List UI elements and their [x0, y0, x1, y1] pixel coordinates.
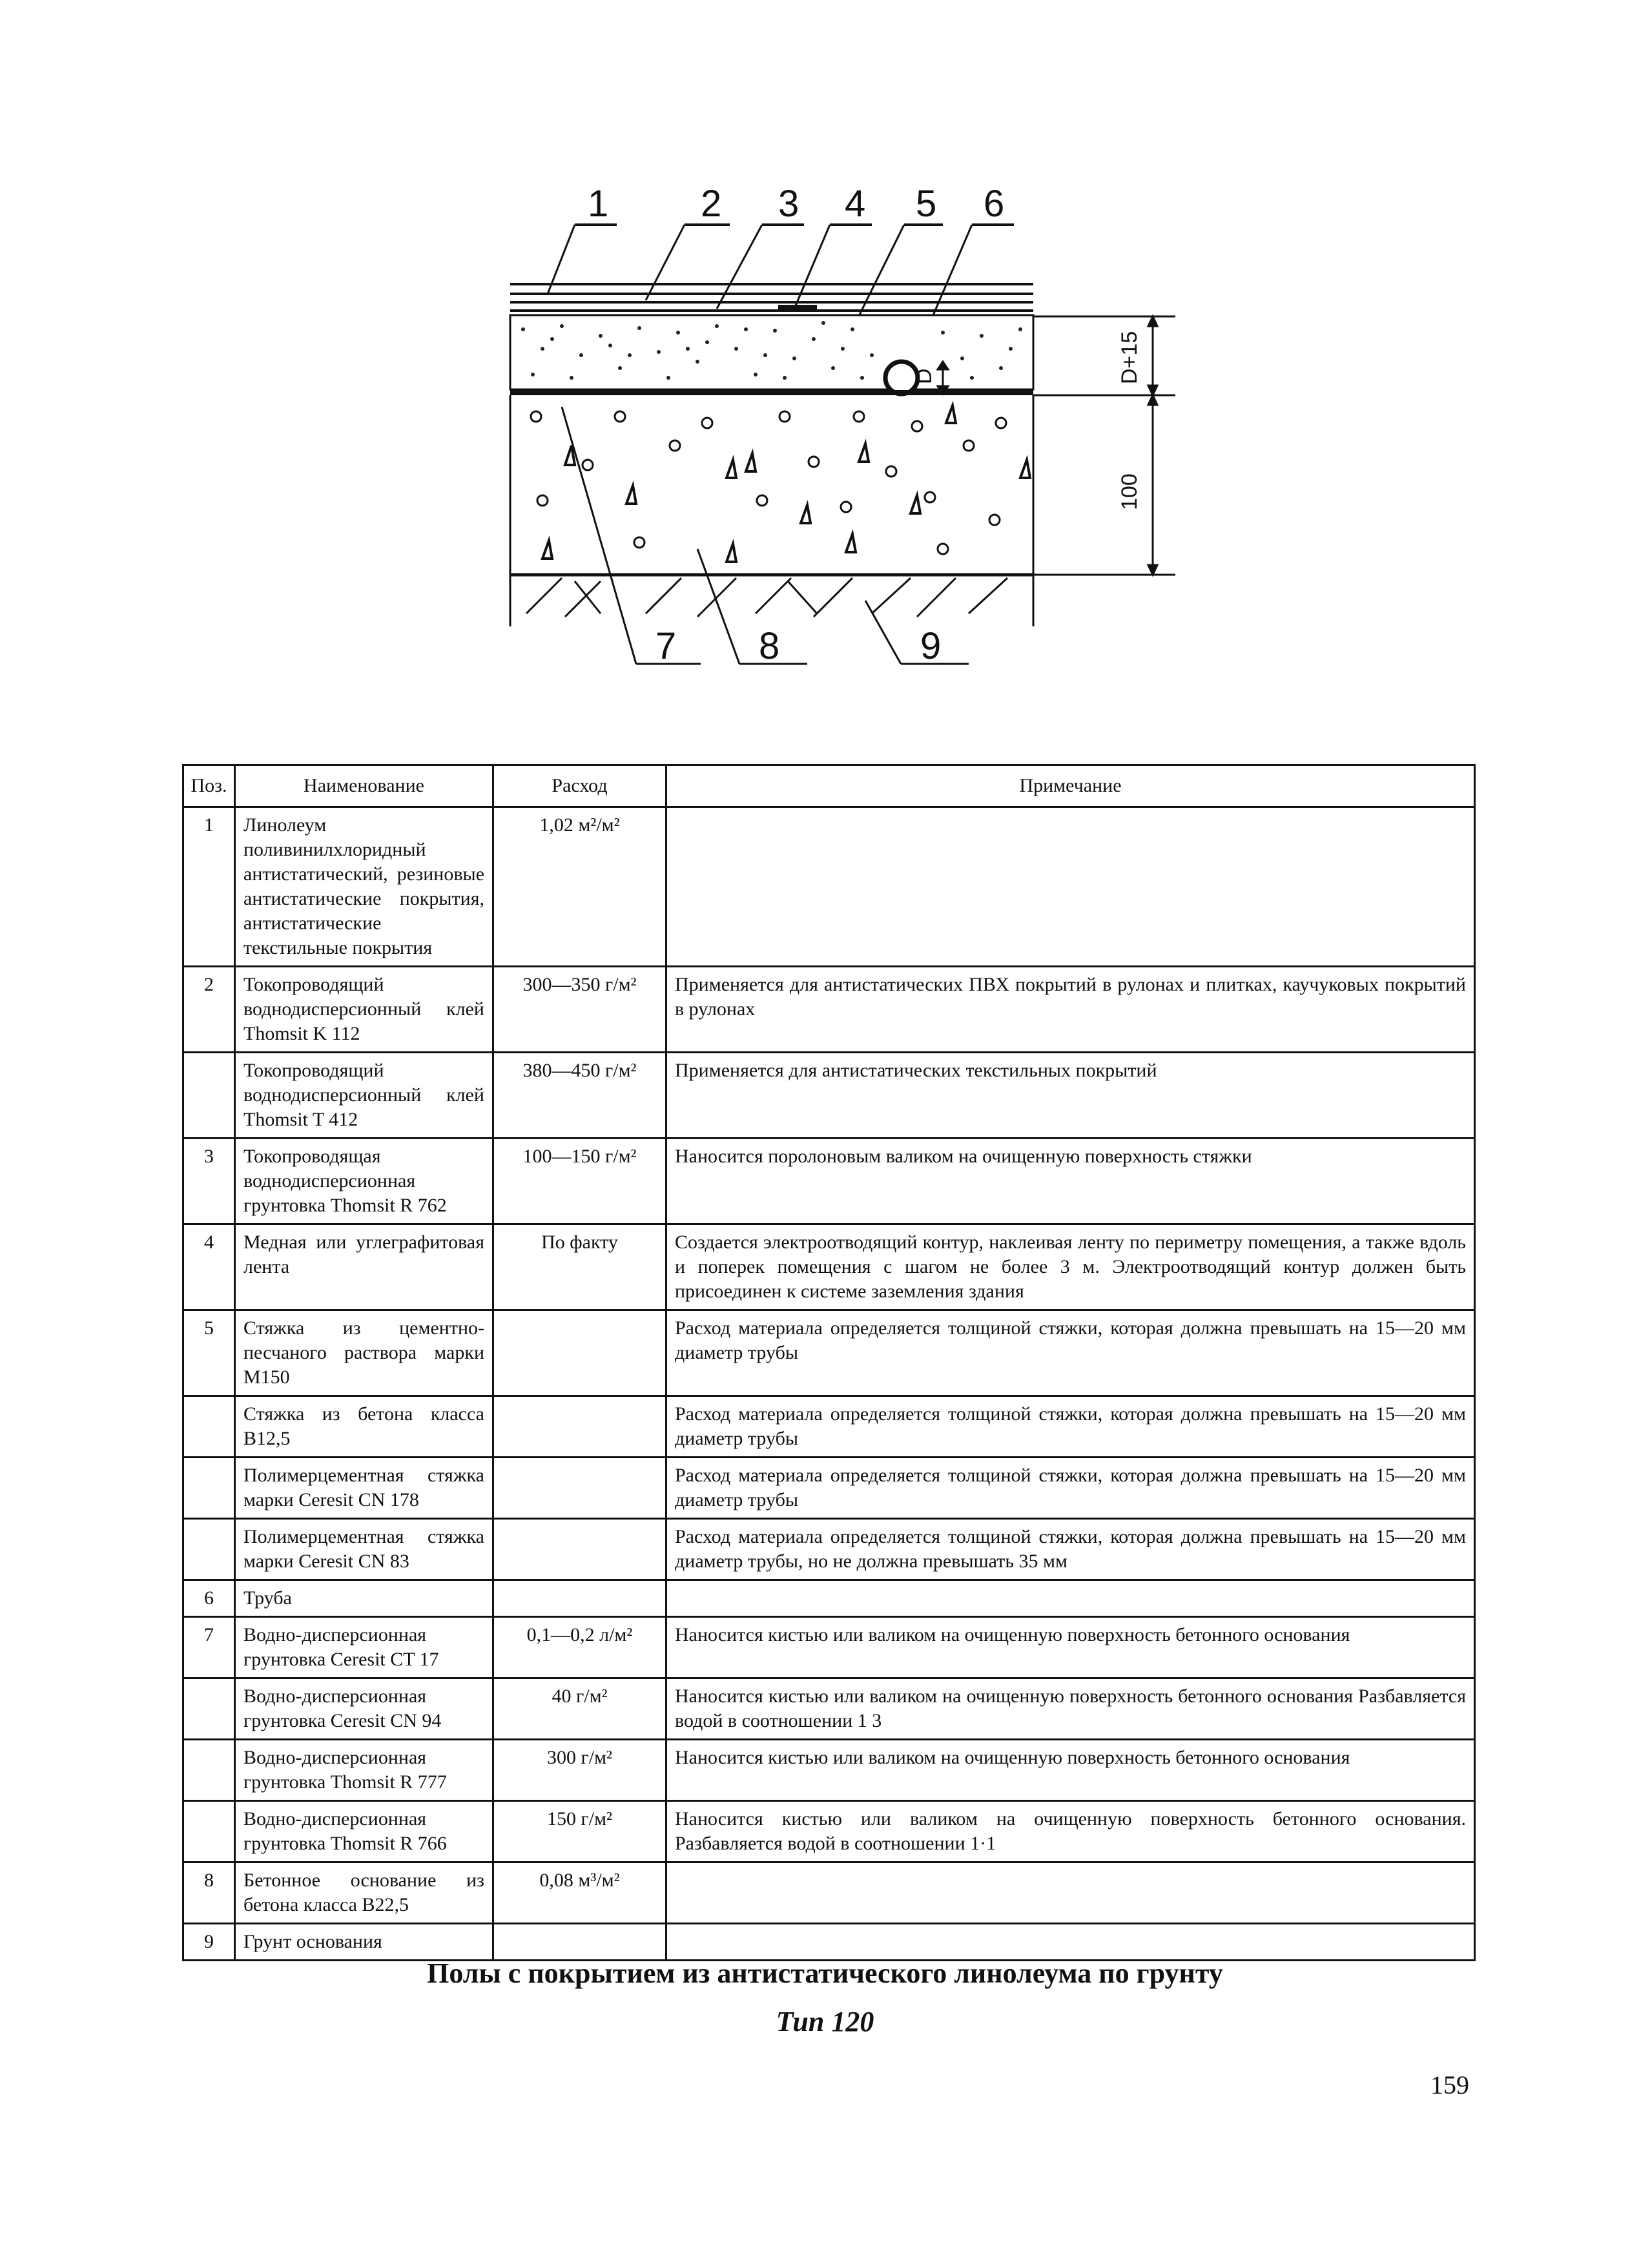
- cell-note: Расход материала определяется толщиной стяжки, которая должна превышать на 15—20 мм диаметр трубы, но не должна превышать 35 мм: [666, 1519, 1475, 1580]
- cell-note: Наносится кистью или валиком на очищенную поверхность бетонного основания: [666, 1617, 1475, 1678]
- cell-pos: 8: [183, 1862, 235, 1924]
- cell-note: [666, 1580, 1475, 1617]
- cell-name: Медная или углеграфитовая лента: [235, 1224, 493, 1310]
- callout-label-9: 9: [920, 625, 942, 667]
- table-header-row: [183, 765, 1475, 807]
- cell-name: Токопроводящий воднодисперсионный клей Thomsit K 112: [235, 967, 493, 1053]
- callout-label-3: 3: [778, 183, 799, 225]
- table-row: [183, 1396, 1475, 1458]
- cell-note: Расход материала определяется толщиной стяжки, которая должна превышать на 15—20 мм диаметр трубы: [666, 1458, 1475, 1519]
- header-pos: Поз.: [183, 765, 235, 807]
- table-row: [183, 1310, 1475, 1396]
- table-row: [183, 1053, 1475, 1139]
- cell-consumption: 40 г/м²: [493, 1678, 666, 1740]
- floor-section-diagram: [452, 161, 1227, 710]
- cell-name: Водно-дисперсионная грунтовка Ceresit CN 94: [235, 1678, 493, 1740]
- cell-consumption: По факту: [493, 1224, 666, 1310]
- table-row: [183, 1924, 1475, 1961]
- cell-name: Бетонное основание из бетона класса B22,5: [235, 1862, 493, 1924]
- cell-pos: [183, 1053, 235, 1139]
- cell-pos: 3: [183, 1139, 235, 1224]
- cell-name: Полимерцементная стяжка марки Ceresit CN 83: [235, 1519, 493, 1580]
- cell-note: Расход материала определяется толщиной стяжки, которая должна превышать на 15—20 мм диаметр трубы: [666, 1310, 1475, 1396]
- copper-tape: [778, 305, 817, 311]
- callout-label-6: 6: [984, 183, 1005, 225]
- cell-consumption: [493, 1924, 666, 1961]
- header-consumption: Расход: [493, 765, 666, 807]
- cell-note: Применяется для антистатических ПВХ покрытий в рулонах и плитках, каучуковых покрытий в рулонах: [666, 967, 1475, 1053]
- cell-consumption: 150 г/м²: [493, 1801, 666, 1862]
- callout-label-7: 7: [655, 625, 677, 667]
- callout-label-8: 8: [759, 625, 780, 667]
- header-name: Наименование: [235, 765, 493, 807]
- cell-name: Стяжка из бетона класса B12,5: [235, 1396, 493, 1458]
- table-row: [183, 967, 1475, 1053]
- cell-consumption: [493, 1458, 666, 1519]
- concrete-aggregate: [531, 411, 1006, 554]
- cell-note: Создается электроотводящий контур, наклеивая ленту по периметру помещения, а также вдоль и поперек помещения с шагом не более 3 м. Электроотводящий контур должен быть присоединен к системе заземления здания: [666, 1224, 1475, 1310]
- cell-pos: [183, 1740, 235, 1801]
- cell-note: Применяется для антистатических текстильных покрытий: [666, 1053, 1475, 1139]
- table-row: [183, 1740, 1475, 1801]
- soil-hatching: [510, 575, 1033, 626]
- cell-name: Грунт основания: [235, 1924, 493, 1961]
- cell-name: Водно-дисперсионная грунтовка Thomsit R 766: [235, 1801, 493, 1862]
- table-body: [183, 807, 1475, 1961]
- cell-pos: [183, 1801, 235, 1862]
- table-row: [183, 1580, 1475, 1617]
- dimension-label-screed: D+15: [1117, 331, 1142, 384]
- cell-note: [666, 807, 1475, 967]
- figure-type: Тип 120: [776, 2006, 874, 2037]
- cell-note: Наносится поролоновым валиком на очищенную поверхность стяжки: [666, 1139, 1475, 1224]
- dimension-line-right: [1033, 316, 1175, 575]
- cell-pos: 9: [183, 1924, 235, 1961]
- cell-pos: 2: [183, 967, 235, 1053]
- cell-name: Линолеум поливинилхлоридный антистатический, резиновые антистатические покрытия, антистатические текстильные покрытия: [235, 807, 493, 967]
- cell-consumption: 300 г/м²: [493, 1740, 666, 1801]
- cell-note: [666, 1924, 1475, 1961]
- cell-pos: [183, 1678, 235, 1740]
- cell-consumption: 100—150 г/м²: [493, 1139, 666, 1224]
- cell-consumption: 1,02 м²/м²: [493, 807, 666, 967]
- cell-pos: 7: [183, 1617, 235, 1678]
- cell-pos: [183, 1458, 235, 1519]
- callout-label-4: 4: [845, 183, 866, 225]
- cell-consumption: 380—450 г/м²: [493, 1053, 666, 1139]
- table-row: [183, 1519, 1475, 1580]
- cell-pos: 4: [183, 1224, 235, 1310]
- table-row: [183, 1224, 1475, 1310]
- cell-note: [666, 1862, 1475, 1924]
- specification-table: [182, 764, 1476, 1961]
- cell-pos: 5: [183, 1310, 235, 1396]
- cell-consumption: 300—350 г/м²: [493, 967, 666, 1053]
- cell-note: Наносится кистью или валиком на очищенную поверхность бетонного основания Разбавляется водой в соотношении 1 3: [666, 1678, 1475, 1740]
- figure-title: Полы с покрытием из антистатического линолеума по грунту: [427, 1957, 1223, 1989]
- callout-label-2: 2: [701, 183, 722, 225]
- cell-note: Наносится кистью или валиком на очищенную поверхность бетонного основания. Разбавляется водой в соотношении 1·1: [666, 1801, 1475, 1862]
- cell-name: Стяжка из цементно-песчаного раствора марки М150: [235, 1310, 493, 1396]
- screed-layer: [510, 315, 1033, 389]
- cell-consumption: 0,1—0,2 л/м²: [493, 1617, 666, 1678]
- table-row: [183, 807, 1475, 967]
- cell-note: Наносится кистью или валиком на очищенную поверхность бетонного основания: [666, 1740, 1475, 1801]
- cell-note: Расход материала определяется толщиной стяжки, которая должна превышать на 15—20 мм диаметр трубы: [666, 1396, 1475, 1458]
- concrete-triangles: [542, 406, 1030, 562]
- cell-consumption: [493, 1396, 666, 1458]
- cell-pos: [183, 1519, 235, 1580]
- table-row: [183, 1678, 1475, 1740]
- cell-consumption: [493, 1519, 666, 1580]
- cell-consumption: [493, 1580, 666, 1617]
- cell-pos: 6: [183, 1580, 235, 1617]
- cell-consumption: [493, 1310, 666, 1396]
- table-row: [183, 1617, 1475, 1678]
- callout-label-1: 1: [588, 183, 609, 225]
- table-row: [183, 1458, 1475, 1519]
- pipe-dimension-label: D: [912, 368, 936, 384]
- table-row: [183, 1801, 1475, 1862]
- cell-name: Труба: [235, 1580, 493, 1617]
- cell-pos: [183, 1396, 235, 1458]
- cell-name: Водно-дисперсионная грунтовка Ceresit CT 17: [235, 1617, 493, 1678]
- page-number: 159: [1430, 2070, 1469, 2099]
- cell-name: Полимерцементная стяжка марки Ceresit CN 178: [235, 1458, 493, 1519]
- table-row: [183, 1862, 1475, 1924]
- cell-consumption: 0,08 м³/м²: [493, 1862, 666, 1924]
- coating-layers: [510, 284, 1033, 311]
- cell-name: Токопроводящая воднодисперсионная грунтовка Thomsit R 762: [235, 1139, 493, 1224]
- cell-name: Токопроводящий воднодисперсионный клей Thomsit T 412: [235, 1053, 493, 1139]
- cell-pos: 1: [183, 807, 235, 967]
- table-row: [183, 1139, 1475, 1224]
- cell-name: Водно-дисперсионная грунтовка Thomsit R 777: [235, 1740, 493, 1801]
- header-note: Примечание: [666, 765, 1475, 807]
- callout-label-5: 5: [916, 183, 937, 225]
- dimension-label-base: 100: [1117, 473, 1142, 510]
